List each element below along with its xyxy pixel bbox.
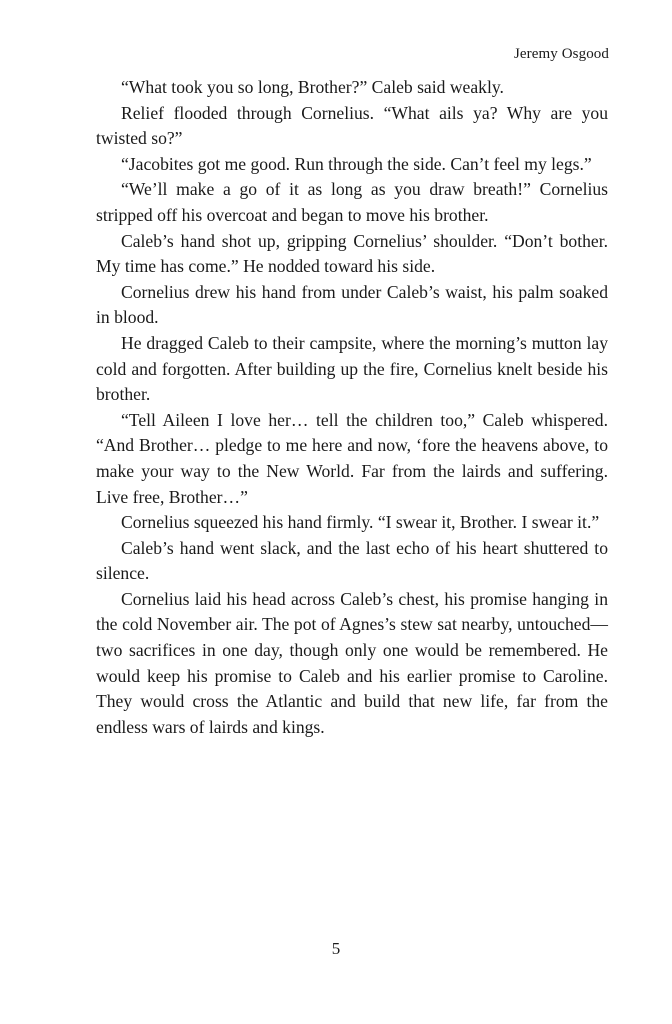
paragraph: Cornelius laid his head across Caleb’s chest, his promise hanging in the cold November air. The pot of Agnes’s stew sat nearby, untouched—two sacrifices in one day, though only one would be remembered. He would keep his promise to Caleb and his earlier promise to Caroline. They would cross the Atlantic and build that new life, far from the endless wars of lairds and kings.: [96, 588, 608, 737]
paragraph: “What took you so long, Brother?” Caleb said weakly.: [121, 77, 504, 97]
body-text: [96, 75, 608, 740]
paragraph: “We’ll make a go of it as long as you draw breath!” Cornelius stripped off his overcoat and began to move his brother.: [96, 179, 608, 225]
paragraph: He dragged Caleb to their campsite, where the morning’s mutton lay cold and forgotten. After building up the fire, Cornelius knelt beside his brother.: [96, 332, 608, 405]
paragraph: “Jacobites got me good. Run through the side. Can’t feel my legs.”: [121, 153, 592, 174]
paragraph: “Tell Aileen I love her… tell the children too,” Caleb whispered. “And Brother… pledge to me here and now, ‘fore the heavens above, to make your way to the New World. Far from the lairds and suffering. Live free, Brother…”: [96, 409, 608, 507]
running-head-author: Jeremy Osgood: [513, 46, 609, 62]
paragraph: Caleb’s hand shot up, gripping Cornelius’ shoulder. “Don’t bother. My time has come.” He nodded toward his side.: [96, 230, 608, 277]
paragraph: Caleb’s hand went slack, and the last echo of his heart shuttered to silence.: [96, 537, 608, 584]
paragraph: Relief flooded through Cornelius. “What ails ya? Why are you twisted so?”: [96, 102, 608, 149]
paragraph: Cornelius squeezed his hand firmly. “I swear it, Brother. I swear it.”: [121, 512, 600, 533]
page-number: 5: [331, 939, 341, 958]
paragraph: Cornelius drew his hand from under Caleb’s waist, his palm soaked in blood.: [96, 281, 608, 328]
